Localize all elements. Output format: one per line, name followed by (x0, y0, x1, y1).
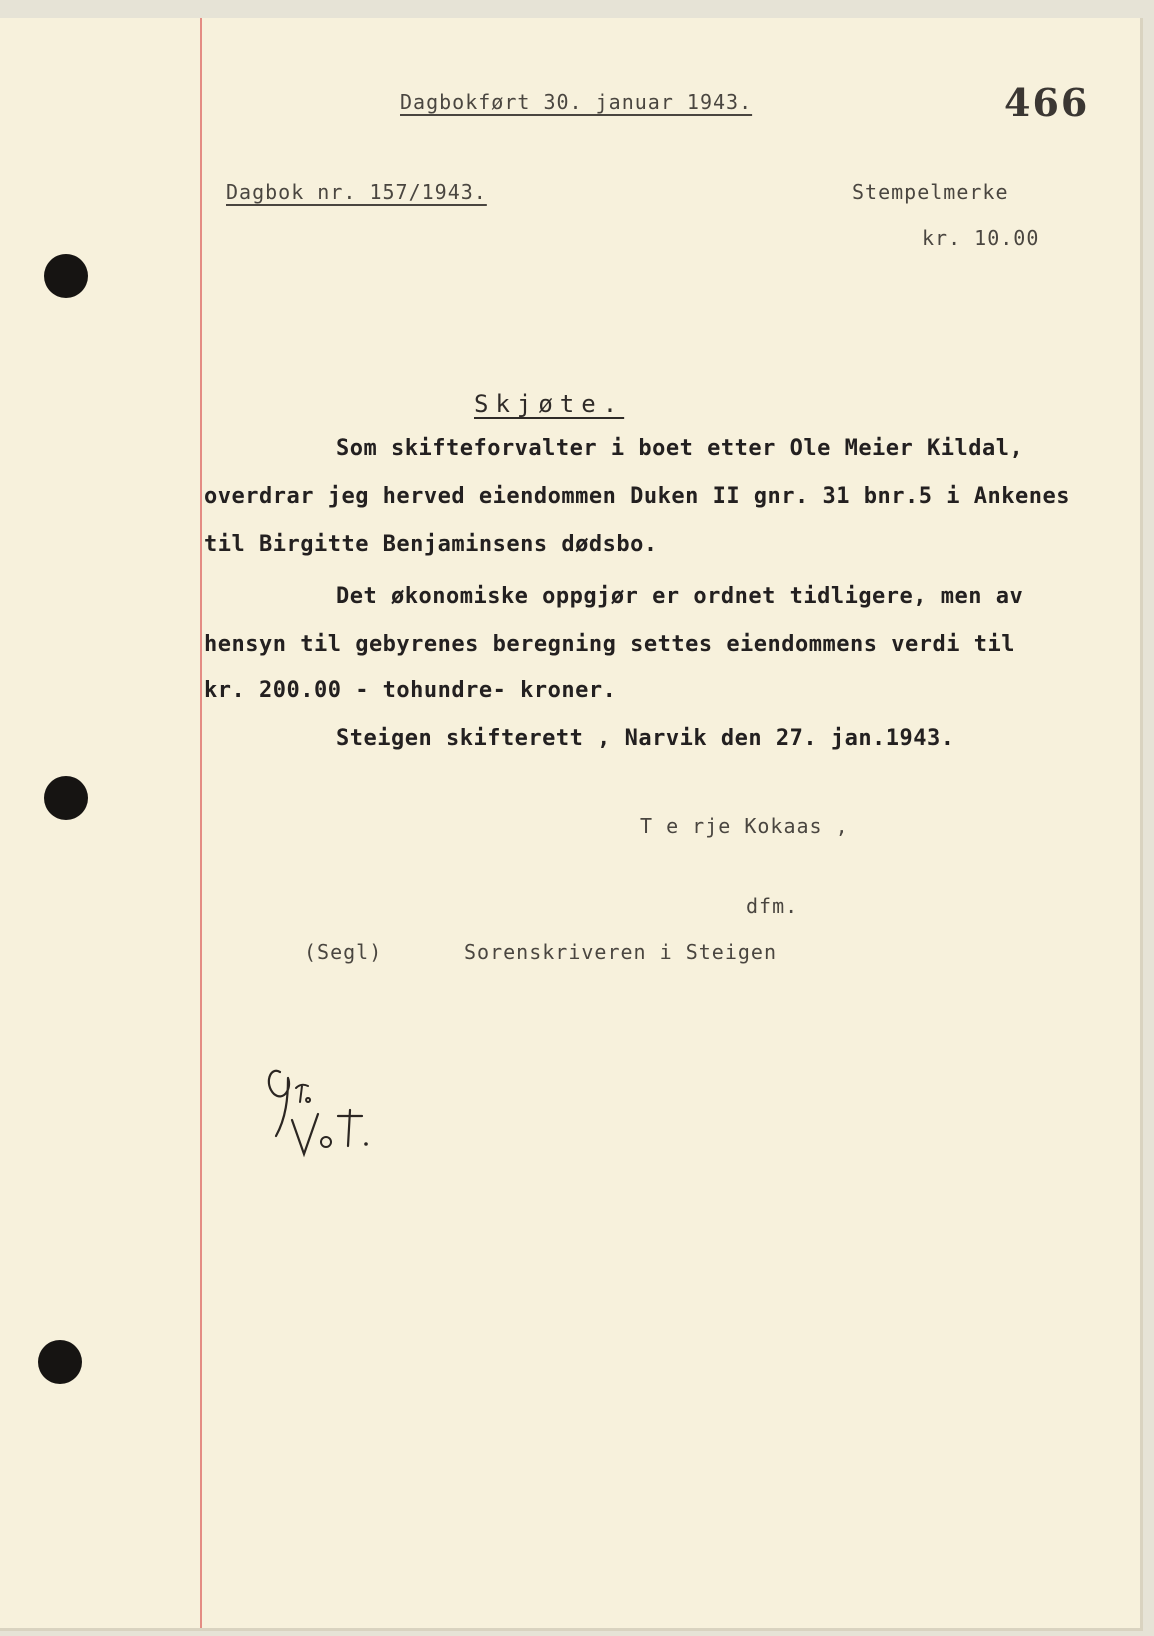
signature-name: T e rje Kokaas , (640, 814, 849, 838)
page-number: 466 (1004, 80, 1090, 125)
journal-number: Dagbok nr. 157/1943. (226, 180, 487, 204)
signature-title: dfm. (746, 894, 799, 918)
registered-date: Dagbokført 30. januar 1943. (400, 90, 753, 114)
seal-label: (Segl) (304, 940, 383, 964)
punch-hole-top (44, 254, 88, 298)
stamp-value: kr. 10.00 (922, 226, 1040, 250)
body-line-6: kr. 200.00 - tohundre- kroner. (204, 678, 617, 703)
body-line-3: til Birgitte Benjaminsens dødsbo. (204, 532, 658, 557)
stamp-label: Stempelmerke (852, 180, 1009, 204)
punch-hole-middle (44, 776, 88, 820)
body-line-4: Det økonomiske oppgjør er ordnet tidligere, men av (336, 584, 1024, 609)
body-line-1: Som skifteforvalter i boet etter Ole Meier Kildal, (336, 436, 1024, 461)
punch-hole-bottom (38, 1340, 82, 1384)
document-page (0, 18, 1143, 1631)
document-title: Skjøte. (474, 390, 625, 418)
body-line-2: overdrar jeg herved eiendommen Duken II gnr. 31 bnr.5 i Ankenes (204, 484, 1070, 509)
office-name: Sorenskriveren i Steigen (464, 940, 777, 964)
place-date-line: Steigen skifterett , Narvik den 27. jan.1943. (336, 726, 955, 751)
body-line-5: hensyn til gebyrenes beregning settes eiendommens verdi til (204, 632, 1015, 657)
margin-line (200, 18, 202, 1628)
handwritten-note (262, 1058, 382, 1168)
